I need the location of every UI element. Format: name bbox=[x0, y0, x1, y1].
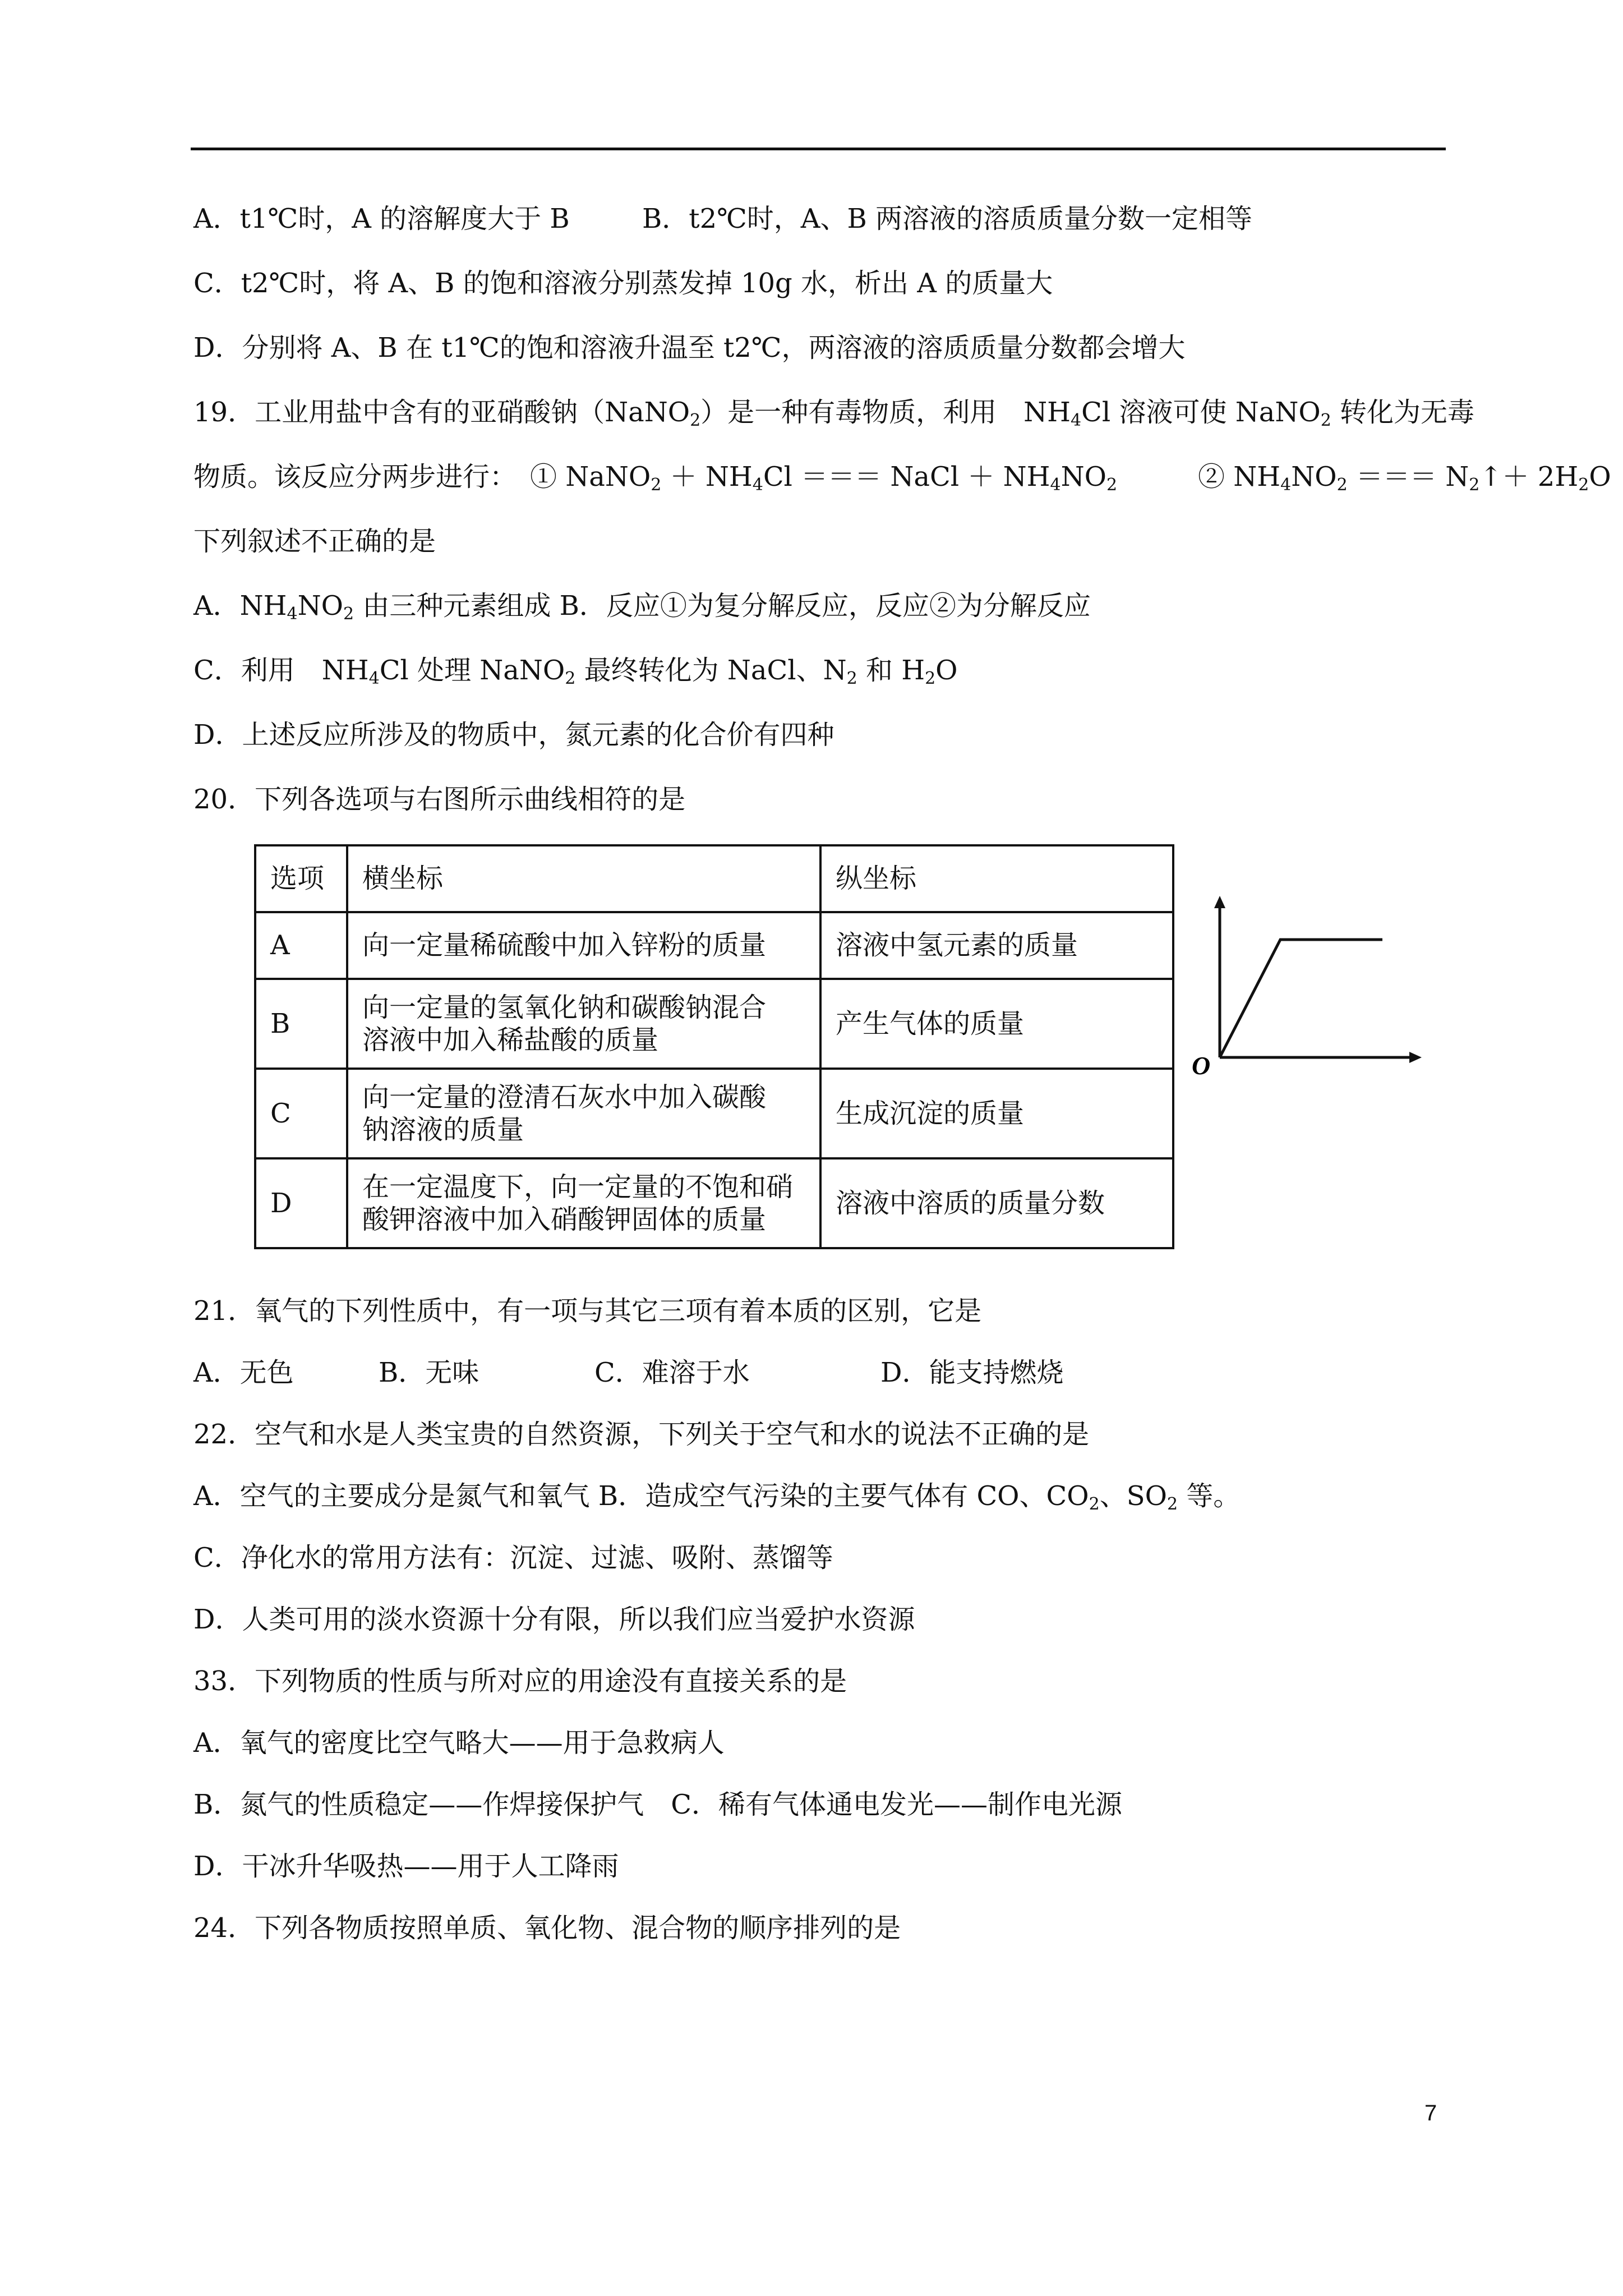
q23-option-d: D．干冰升华吸热——用于人工降雨 bbox=[193, 1851, 619, 1882]
q20-curve-graph bbox=[1192, 895, 1427, 1085]
table-cell-line: 钠溶液的质量 bbox=[362, 1114, 524, 1145]
q19-option-c bbox=[193, 654, 1450, 687]
q19-stem-text: Cl 溶液可使 NaNO bbox=[1081, 397, 1321, 428]
table-row bbox=[255, 1158, 1173, 1248]
table-cell-line: 向一定量的氢氧化钠和碳酸钠混合 bbox=[362, 992, 767, 1023]
q21-option-b: B．无味 bbox=[379, 1357, 479, 1388]
q19-stem-line2 bbox=[193, 460, 1611, 495]
q19-stem-text: O bbox=[1589, 461, 1611, 493]
subscript: 2 bbox=[690, 411, 701, 430]
q22-option-ab bbox=[193, 1479, 1450, 1513]
q23-option-bc: B．氮气的性质稳定——作焊接保护气 C．稀有气体通电发光——制作电光源 bbox=[193, 1789, 1123, 1820]
q19-stem-text: 物质。该反应分两步进行： ① NaNO bbox=[193, 461, 651, 493]
page-number: 7 bbox=[1424, 2101, 1437, 2125]
q19-stem-line1 bbox=[193, 395, 1475, 430]
q19-option-d: D．上述反应所涉及的物质中，氮元素的化合价有四种 bbox=[193, 719, 834, 751]
q22-stem: 22．空气和水是人类宝贵的自然资源，下列关于空气和水的说法不正确的是 bbox=[193, 1419, 1090, 1450]
header-rule bbox=[191, 148, 1446, 150]
subscript: 2 bbox=[343, 604, 354, 624]
table-cell-y: 溶液中溶质的质量分数 bbox=[820, 1158, 1173, 1248]
q19-option-text: 最终转化为 NaCl、N bbox=[575, 655, 847, 686]
table-cell-x: 向一定量稀硫酸中加入锌粉的质量 bbox=[347, 912, 820, 979]
subscript: 2 bbox=[1336, 475, 1348, 495]
exam-page-body bbox=[193, 202, 1611, 1973]
y-axis-arrow-icon bbox=[1214, 896, 1225, 908]
q22-option-d: D．人类可用的淡水资源十分有限，所以我们应当爱护水资源 bbox=[193, 1604, 915, 1635]
table-cell-x bbox=[347, 1069, 820, 1158]
subscript: 2 bbox=[1320, 411, 1331, 430]
q18-option-a: A．t1℃时，A 的溶解度大于 B bbox=[193, 203, 570, 234]
q19-stem-line3: 下列叙述不正确的是 bbox=[193, 526, 436, 557]
q23-option-a: A．氧气的密度比空气略大——用于急救病人 bbox=[193, 1727, 725, 1759]
table-header-cell: 选项 bbox=[255, 845, 347, 912]
q19-option-text: A．NH bbox=[193, 590, 287, 622]
q19-stem-text: Cl ＝＝＝ NaCl ＋ NH bbox=[763, 461, 1050, 493]
subscript: 2 bbox=[1106, 475, 1118, 495]
subscript: 4 bbox=[1071, 411, 1082, 430]
q22-option-text: A．空气的主要成分是氮气和氧气 B．造成空气污染的主要气体有 CO、CO bbox=[193, 1480, 1089, 1512]
table-cell-y: 产生气体的质量 bbox=[820, 979, 1173, 1069]
origin-label: O bbox=[1192, 1051, 1211, 1080]
q22-option-c: C．净化水的常用方法有：沉淀、过滤、吸附、蒸馏等 bbox=[193, 1542, 833, 1573]
q20-table-area bbox=[193, 844, 1450, 1249]
table-header-cell: 纵坐标 bbox=[820, 845, 1173, 912]
table-header-cell: 横坐标 bbox=[347, 845, 820, 912]
q21-options bbox=[193, 1356, 1450, 1389]
x-axis-arrow-icon bbox=[1409, 1052, 1422, 1063]
subscript: 2 bbox=[1166, 1494, 1178, 1514]
q19-stem-text: NO bbox=[1291, 461, 1337, 493]
q20-stem: 20．下列各选项与右图所示曲线相符的是 bbox=[193, 784, 686, 815]
q19-option-text: 由三种元素组成 B．反应①为复分解反应，反应②为分解反应 bbox=[354, 590, 1091, 622]
table-cell-line: 向一定量的澄清石灰水中加入碳酸 bbox=[362, 1082, 767, 1113]
table-cell-y: 生成沉淀的质量 bbox=[820, 1069, 1173, 1158]
table-cell-x bbox=[347, 979, 820, 1069]
q24-stem: 24．下列各物质按照单质、氧化物、混合物的顺序排列的是 bbox=[193, 1912, 901, 1944]
q19-stem-text: ↑＋ 2H bbox=[1479, 461, 1579, 493]
q18-option-c: C．t2℃时，将 A、B 的饱和溶液分别蒸发掉 10g 水，析出 A 的质量大 bbox=[193, 268, 1053, 299]
q18-option-d: D．分别将 A、B 在 t1℃的饱和溶液升温至 t2℃，两溶液的溶质质量分数都会增大 bbox=[193, 332, 1186, 364]
q19-option-ab bbox=[193, 589, 1450, 623]
table-cell-option: B bbox=[255, 979, 347, 1069]
subscript: 2 bbox=[1469, 475, 1480, 495]
table-cell-line: 在一定温度下，向一定量的不饱和硝 bbox=[362, 1171, 794, 1203]
subscript: 4 bbox=[287, 604, 298, 624]
subscript: 2 bbox=[1578, 475, 1589, 495]
q19-stem-text: NO bbox=[1061, 461, 1106, 493]
table-row bbox=[255, 1069, 1173, 1158]
subscript: 4 bbox=[368, 669, 380, 688]
q21-option-a: A．无色 bbox=[193, 1357, 294, 1388]
q21-option-c: C．难溶于水 bbox=[594, 1357, 750, 1388]
q19-stem-text: ② NH bbox=[1117, 461, 1281, 493]
q18-options-ab bbox=[193, 202, 1450, 236]
q19-stem-text: ＝＝＝ N bbox=[1347, 461, 1469, 493]
table-cell-line: 溶液中加入稀盐酸的质量 bbox=[362, 1024, 659, 1056]
q19-option-text: NO bbox=[297, 590, 343, 622]
q23-stem: 33．下列物质的性质与所对应的用途没有直接关系的是 bbox=[193, 1665, 847, 1697]
table-cell-option: C bbox=[255, 1069, 347, 1158]
subscript: 2 bbox=[651, 475, 662, 495]
subscript: 4 bbox=[1280, 475, 1292, 495]
q18-option-b: B．t2℃时，A、B 两溶液的溶质质量分数一定相等 bbox=[642, 203, 1252, 234]
subscript: 2 bbox=[1089, 1494, 1100, 1514]
q19-stem-text: ）是一种有毒物质，利用 NH bbox=[700, 397, 1071, 428]
table-cell-option: D bbox=[255, 1158, 347, 1248]
table-header-row bbox=[255, 845, 1173, 912]
q22-option-text: 、SO bbox=[1099, 1480, 1167, 1512]
q19-stem-text: 19．工业用盐中含有的亚硝酸钠（NaNO bbox=[193, 397, 690, 428]
q19-option-text: C．利用 NH bbox=[193, 655, 369, 686]
table-cell-option: A bbox=[255, 912, 347, 979]
subscript: 2 bbox=[565, 669, 576, 688]
table-cell-line: 酸钾溶液中加入硝酸钾固体的质量 bbox=[362, 1204, 767, 1235]
q20-table bbox=[254, 844, 1174, 1249]
table-cell-y: 溶液中氢元素的质量 bbox=[820, 912, 1173, 979]
table-cell-x bbox=[347, 1158, 820, 1248]
q19-option-text: Cl 处理 NaNO bbox=[379, 655, 565, 686]
q19-stem-text: 转化为无毒 bbox=[1331, 397, 1475, 428]
subscript: 2 bbox=[925, 669, 936, 688]
table-row bbox=[255, 979, 1173, 1069]
subscript: 4 bbox=[752, 475, 763, 495]
q22-option-text: 等。 bbox=[1178, 1480, 1241, 1512]
q19-stem-text: ＋ NH bbox=[661, 461, 753, 493]
table-row bbox=[255, 912, 1173, 979]
q21-option-d: D．能支持燃烧 bbox=[880, 1357, 1064, 1388]
subscript: 2 bbox=[846, 669, 857, 688]
subscript: 4 bbox=[1050, 475, 1061, 495]
q19-option-text: 和 H bbox=[857, 655, 925, 686]
q21-stem: 21．氧气的下列性质中，有一项与其它三项有着本质的区别，它是 bbox=[193, 1295, 982, 1327]
q19-option-text: O bbox=[935, 655, 958, 686]
curve-line bbox=[1220, 940, 1382, 1057]
